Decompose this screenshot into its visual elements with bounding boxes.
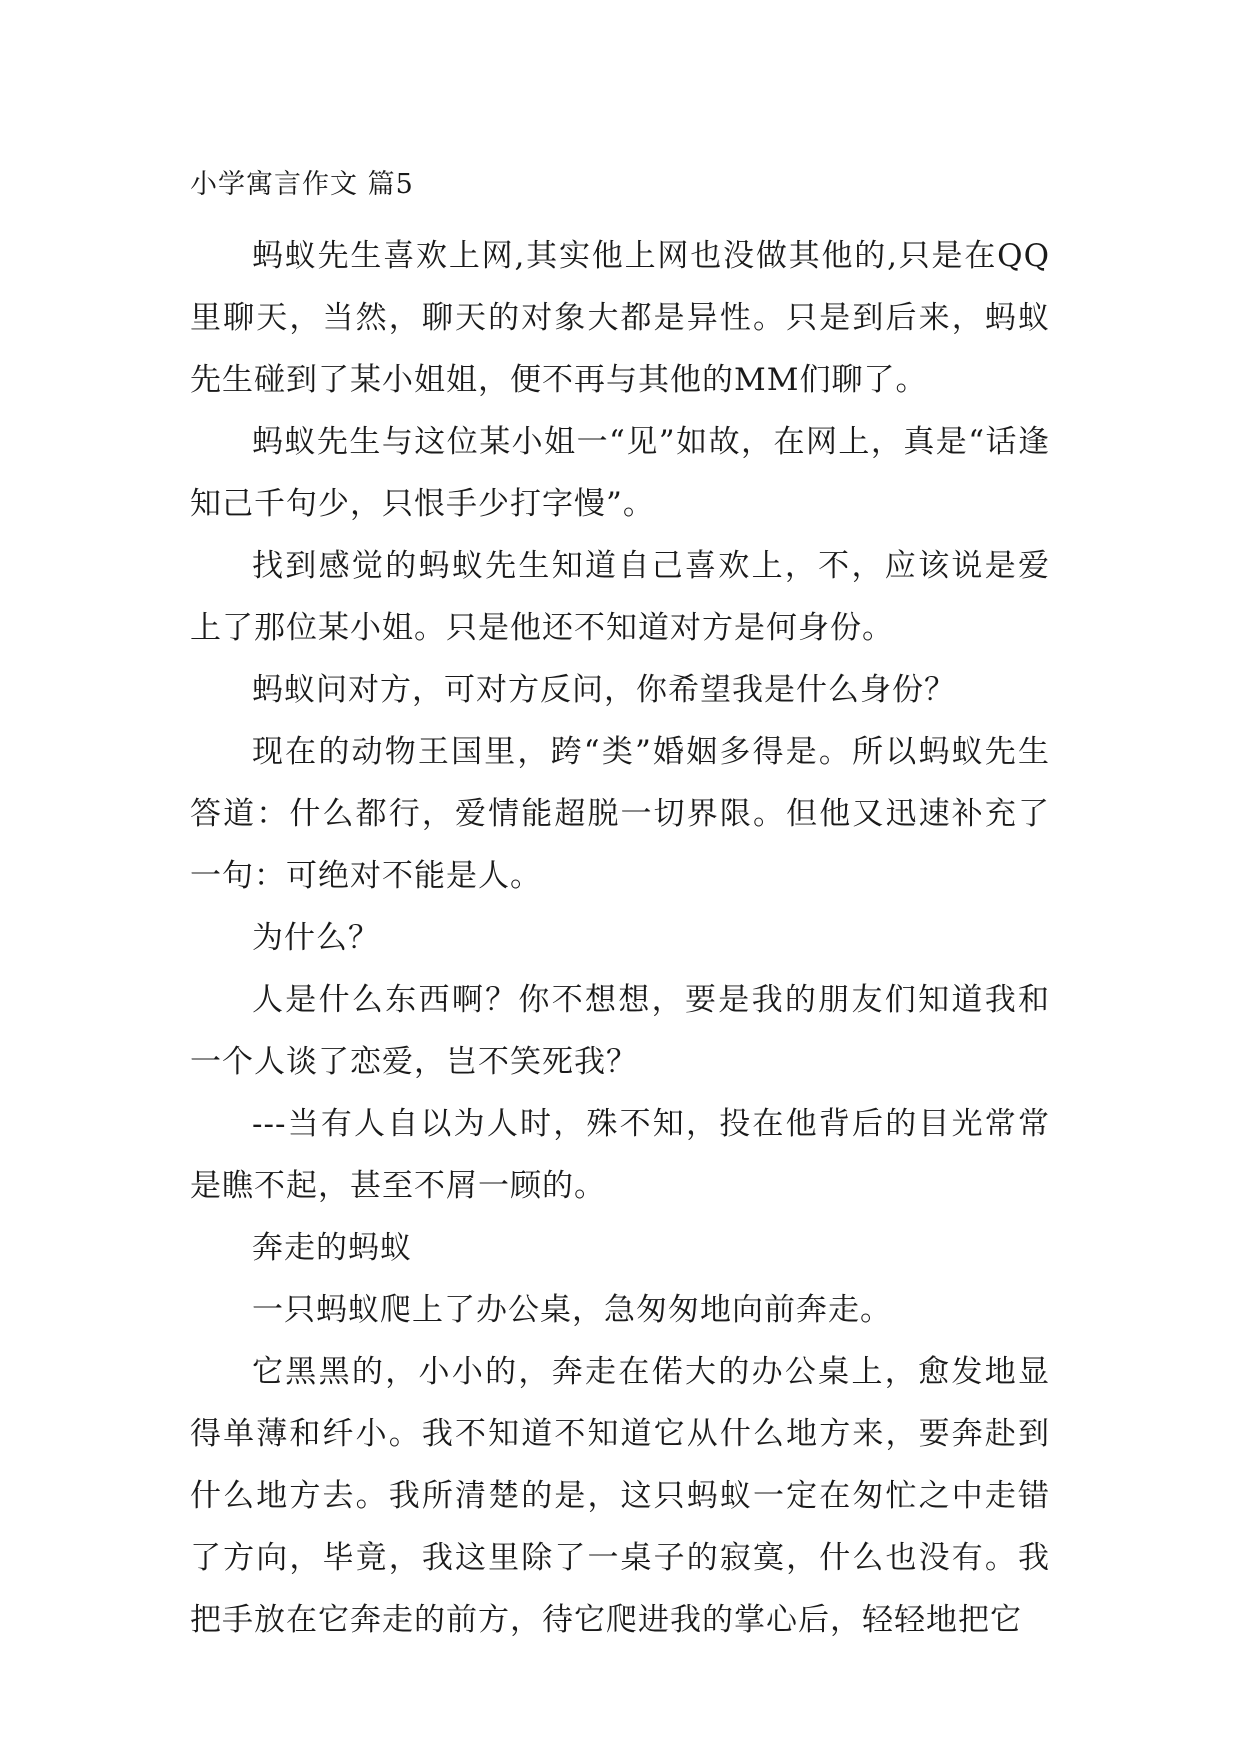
paragraph: 蚂蚁问对方，可对方反问，你希望我是什么身份？ xyxy=(252,672,956,708)
document-body xyxy=(190,165,1050,1651)
paragraph: 找到感觉的蚂蚁先生知道自己喜欢上，不，应该说是爱上了那位某小姐。只是他还不知道对方是何身份。 xyxy=(190,548,1050,646)
paragraph: 蚂蚁先生喜欢上网,其实他上网也没做其他的,只是在QQ里聊天，当然，聊天的对象大都是异性。只是到后来，蚂蚁先生碰到了某小姐姐，便不再与其他的MM们聊了。 xyxy=(190,238,1050,398)
paragraph: ---当有人自以为人时，殊不知，投在他背后的目光常常是瞧不起，甚至不屑一顾的。 xyxy=(190,1106,1050,1204)
paragraph: 人是什么东西啊？你不想想，要是我的朋友们知道我和一个人谈了恋爱，岂不笑死我？ xyxy=(190,982,1050,1080)
paragraph: 蚂蚁先生与这位某小姐一“见”如故，在网上，真是“话逢知己千句少，只恨手少打字慢”。 xyxy=(190,424,1050,522)
document-title: 小学寓言作文 篇5 xyxy=(190,169,414,200)
paragraph: 为什么？ xyxy=(252,920,380,956)
paragraph: 它黑黑的，小小的，奔走在偌大的办公桌上，愈发地显得单薄和纤小。我不知道不知道它从什么地方来，要奔赴到什么地方去。我所清楚的是，这只蚂蚁一定在匆忙之中走错了方向，毕竟，我这里除了一桌子的寂寞，什么也没有。我把手放在它奔走的前方，待它爬进我的掌心后，轻轻地把它 xyxy=(190,1354,1050,1638)
paragraph: 一只蚂蚁爬上了办公桌，急匆匆地向前奔走。 xyxy=(252,1292,892,1328)
paragraph: 现在的动物王国里，跨“类”婚姻多得是。所以蚂蚁先生答道：什么都行，爱情能超脱一切界限。但他又迅速补充了一句：可绝对不能是人。 xyxy=(190,734,1050,894)
section-heading: 奔走的蚂蚁 xyxy=(252,1230,412,1266)
